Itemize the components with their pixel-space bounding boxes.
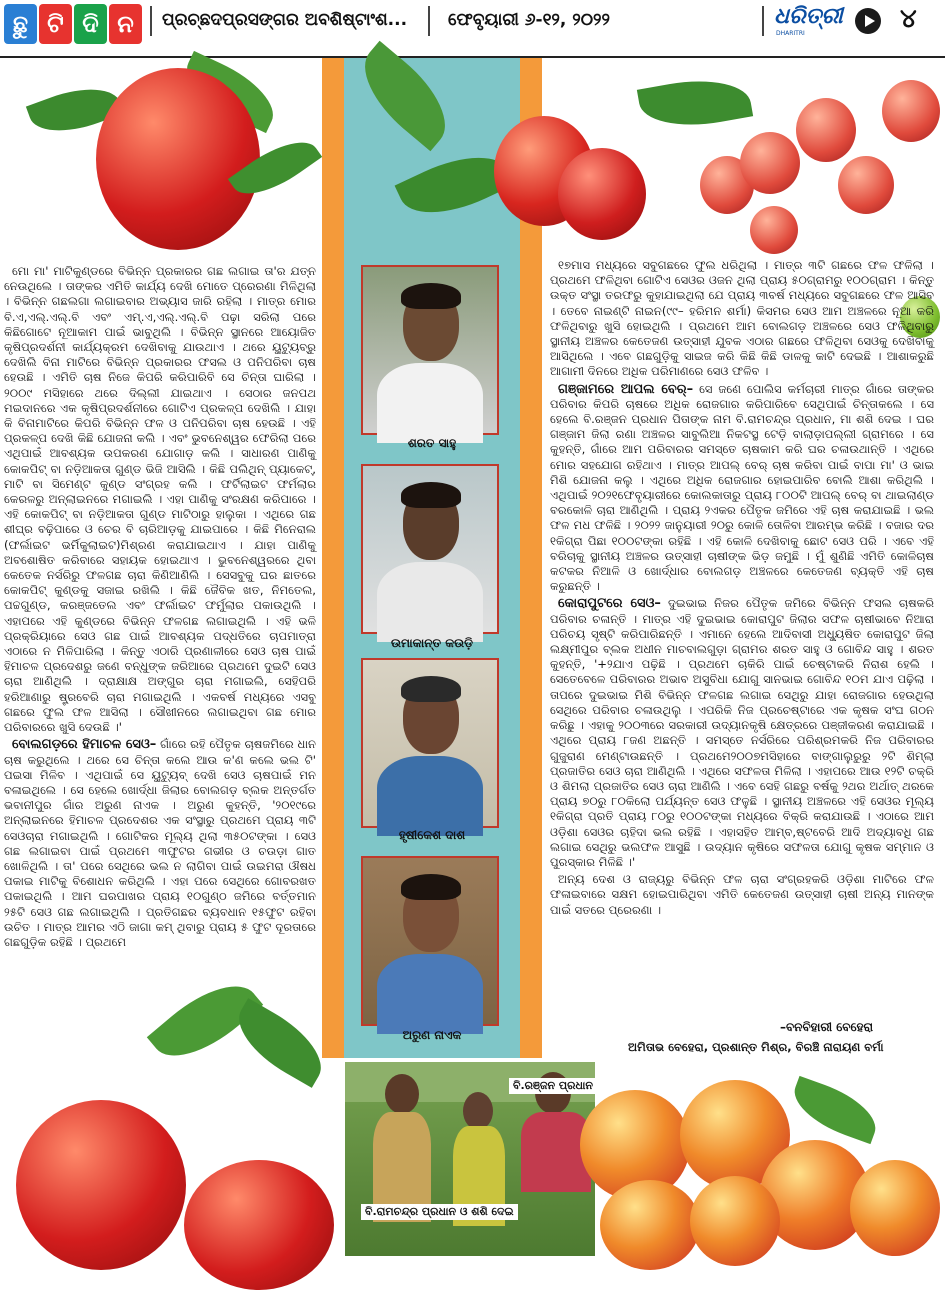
photo-caption: ଅରୁଣ ନାଏକ bbox=[402, 1028, 462, 1042]
leaf-icon bbox=[225, 998, 335, 1088]
article-paragraph: ଅନ୍ୟ ଦେଶ ଓ ରାଜ୍ୟରୁ ବିଭିନ୍ନ ଫଳ ଚାରା ସଂଗ୍ରହକରି ଓଡ଼ିଶା ମାଟିରେ ଫଳ ଫଳାଇବାରେ ସକ୍ଷମ ହୋଇପାରିଥିବା ଏମିତି କେତେଜଣ ଉତ୍ସାହୀ ଚାଷୀ ଅନ୍ୟ ମାନଙ୍କ ପାଇଁ ସତରେ ପ୍ରେରଣା । bbox=[550, 872, 934, 917]
apple-icon bbox=[600, 1180, 700, 1270]
article-paragraph: ସେ ଜଣେ ପୋଲିସ କର୍ମଚାରୀ ମାତ୍ର ଗାଁରେ ତାଙ୍କର ପରିବାର କିପରି ଚାଷରେ ଅଧିକ ରୋଜଗାର କରିପାରିବେ ସେଥିପାଇଁ ଚିନ୍ତାକଲେ । ସେ ହେଲେ ବି.ରଞ୍ଜନ ପ୍ରଧାନ ପିତାଙ୍କ ନାମ ବି.ରାମଚନ୍ଦ୍ର ପ୍ରଧାନ, ମା ଶଶି ଦେଇ । ଘର ଗଞ୍ଜାମ ଜିଲା ରଣା ଅଞ୍ଚଳର ସାବୁଲିଆ ନିକଟସ୍ଥ ଟେଡ଼ି ବାଲାଡ଼ାପଲ୍ଲୀ ଗ୍ରାମରେ । ସେ କୁହନ୍ତି, ଗାଁରେ ଆମ ପରିବାରର ସମସ୍ତେ ଚାଷକାମ କରି ଘର ଚଳାଉଥାନ୍ତି । ଏଥିରେ ମୋର ସହଯୋଗ ରହିଥାଏ । ମାତ୍ର ଆପଲ୍ ବେର୍ ଚାଷ କରିବା ପାଇଁ ବାପା ମା' ଓ ଭାଇ ମିଶି ଯୋଜନା କଲୁ । ଏଥିରେ ଅଧିକ ରୋଜଗାର ହୋଇପାରିବ ବୋଲି ଆଶା କରିଥିଲି । ଏଥିପାଇଁ ୨୦୨୧ଫେବୃୟାରୀରେ କୋଲକାତାରୁ ପ୍ରାୟ ୮୦୦ଟି ଆପଲ୍ ବେର୍ ବା ଥାଇଲାଣ୍ଡ ବରକୋଳି ଚାରା ଆଣିଥିଲି । ପ୍ରାୟ ୨ଏକର ପୈତୃକ ଜମିରେ ଏହି ଚାଷ କରାଯାଇଛି । ଭଲ ଫଳ ମଧ ଫଳିଛି । ୨୦୨୨ ଜାନୁୟାରୀ ୨୦ରୁ କୋଳି ତୋଳିବା ଆରମ୍ଭ କରିଛି । ବଜାର ଦର ୧କିଗ୍ରା ପିଛା ୧୦୦ଟଙ୍କା ରହିଛି । ଏହି କୋଳି ଦେଖିବାକୁ ଛୋଟ ସେଓ ପରି । ଏବେ ଏହି ବରିଚାକୁ ସ୍ଥାନୀୟ ଅଞ୍ଚଳର ଉତ୍ସାହୀ ଚାଷୀଙ୍କ ଭିଡ଼ ଜମୁଛି । ମୁଁ ଶୁଣିଛି ଏମିତି କୋଳିଚାଷ କଟକର ନିଆଳି ଓ ଖୋର୍ଦ୍ଧାର ବୋଲଗଡ଼ ଅଞ୍ଚଳରେ କେତେଜଣ ବ୍ୟକ୍ତି ଏହି ଚାଷ କରୁଛନ୍ତି । bbox=[550, 381, 935, 594]
person-head bbox=[463, 1092, 493, 1130]
play-icon bbox=[855, 8, 881, 34]
article-column-left bbox=[4, 264, 316, 949]
page-header bbox=[0, 0, 945, 56]
photo-caption: ଉମାକାନ୍ତ କଉଡ଼ି bbox=[390, 636, 474, 650]
header-divider bbox=[762, 6, 764, 36]
leaf-icon bbox=[786, 1076, 884, 1144]
brand-name: ଧରିତ୍ରୀ bbox=[774, 4, 843, 29]
subheading: ବୋଲଗଡ଼ରେ ହିମାଚଳ ସେଓ– bbox=[12, 737, 157, 753]
photo-caption: ଶରତ ସାହୁ bbox=[407, 436, 457, 450]
header-divider bbox=[150, 6, 152, 36]
portrait-photo bbox=[361, 856, 499, 1026]
apple-icon bbox=[796, 98, 856, 162]
decorative-strip bbox=[322, 58, 344, 1058]
photo-caption: ବି.ରାମଚନ୍ଦ୍ର ପ୍ରଧାନ ଓ ଶଶି ଦେଇ bbox=[361, 1204, 518, 1220]
person-head bbox=[385, 1074, 419, 1114]
brand-sub: DHARITRI bbox=[776, 30, 805, 37]
apple-icon bbox=[850, 1160, 940, 1256]
apple-icon bbox=[750, 206, 798, 254]
byline: –ବନବିହାରୀ ବେହେରା bbox=[780, 1020, 874, 1034]
portrait-photo bbox=[361, 464, 499, 634]
article-column-right bbox=[550, 258, 934, 1018]
leaf-icon bbox=[637, 71, 753, 135]
issue-date: ଫେବୃୟାରୀ ୬-୧୨, ୨୦୨୨ bbox=[448, 10, 610, 30]
apple-icon bbox=[184, 1160, 334, 1290]
subheading: ଗଞ୍ଜାମରେ ଆପଲ ବେର୍– bbox=[558, 381, 694, 397]
apple-icon bbox=[16, 1100, 186, 1270]
section-title: ପ୍ରଚ୍ଛଦପ୍ରସଙ୍ଗର ଅବଶିଷ୍ଟାଂଶ... bbox=[162, 10, 408, 30]
apple-icon bbox=[690, 1176, 780, 1266]
subheading: କୋରାପୁଟରେ ସେଓ– bbox=[558, 596, 661, 612]
masthead-letter-4: ନ bbox=[109, 4, 142, 44]
header-divider bbox=[428, 6, 430, 36]
apple-icon bbox=[838, 156, 894, 214]
article-paragraph: ୧୭ମାସ ମଧ୍ୟରେ ସବୁଗଛରେ ଫୁଲ ଧରିଥିଲା । ମାତ୍ର ୩ଟି ଗଛରେ ଫଳ ଫଳିଲା । ପ୍ରଥମେ ଫଳିଥିବା ଗୋଟିଏ ସେଓର ଓଜନ ଥିଲା ପ୍ରାୟ ୫୦ଗ୍ରାମରୁ ୧୦୦ଗ୍ରାମ । କିନ୍ତୁ ଉକ୍ତ ସଂସ୍ଥା ତରଫରୁ କୁହାଯାଇଥିଲା ଯେ ପ୍ରାୟ ୩ବର୍ଷ ମଧ୍ୟରେ ସବୁଗଛରେ ଫଳ ଆସିବ । ତେବେ ନାଇଣ୍ଟି ନାଇନ(୯୯– ହରିମନ ଶର୍ମା) କିସମର ସେଓ ଆମ ଅଞ୍ଚଳରେ ନୂଆ କରି ଫଳିଥିବାରୁ ଖୁସି ହୋଇଥିଲି । ପ୍ରଥମେ ଆମ ବୋଲଗଡ଼ ଅଞ୍ଚଳରେ ସେଓ ଫଳିଥିବାରୁ ସ୍ଥାନୀୟ ଅଞ୍ଚଳର କେତେଜଣ ଉତ୍ସାହୀ ଯୁବକ ଏଠାର ଗଛରେ ଫଳିଥିବା ସେଓକୁ ଦେଖିବାକୁ ଆସିଥିଲେ । ଏବେ ଗଛଗୁଡ଼ିକୁ ସାଇଜ କରି କିଛି କିଛି ଡାଳକୁ କାଟି ଦେଇଛି । ଆଶାକରୁଛି ଆଗାମୀ ଦିନରେ ଅଧିକ ପରିମାଣରେ ସେଓ ଫଳିବ । bbox=[550, 258, 934, 379]
masthead-letter-1: ଛୁ bbox=[4, 4, 37, 44]
portrait-photo bbox=[361, 658, 499, 828]
page-number: ୪ bbox=[900, 4, 917, 34]
brand-logo bbox=[774, 4, 860, 40]
portrait-photo bbox=[361, 265, 499, 435]
masthead-letter-3: ଦି bbox=[74, 4, 107, 44]
article-paragraph: ଗାଁରେ ରହି ପୈତୃକ ଚାଷଜମିରେ ଧାନ ଚାଷ କରୁଥିଲେ । ଥରେ ସେ ଚିନ୍ତା କଲେ ଆଉ କ'ଣ କଲେ ଭଲ ଟି' ପଇସା ମିଳିବ । ଏଥିପାଇଁ ସେ ୟୁଟ୍ୟୁବ୍ ଦେଖି ସେଓ ଚାଷପାଇଁ ମନ ବଳାଇଥିଲେ । ସେ ହେଲେ ଖୋର୍ଦ୍ଧା ଜିଲାର ବୋଲଗଡ଼ ବ୍ଲକ ଅନ୍ତର୍ଗତ ଭବାନୀପୁର ଗାଁର ଅରୁଣ ନାଏକ । ଅରୁଣ କୁହନ୍ତି, '୨୦୧୯ରେ ଅନ୍‌ଲାଇନରେ ହିମାଚଳ ପ୍ରଦେଶର ଏକ ସଂସ୍ଥାରୁ ପ୍ରଥମେ ପ୍ରାୟ ୩ଟି ସେଓଚାରା ମଗାଇଥିଲି । ଗୋଟିକର ମୂଲ୍ୟ ଥିଲା ୩୫୦ଟଙ୍କା । ସେଓ ଗଛ ଲଗାଇବା ପାଇଁ ପ୍ରଥମେ ୩ଫୁଟର ଗଭୀର ଓ ଚଉଡ଼ା ଗାତ ଖୋଳିଥିଲି । ତା' ପରେ ସେଥିରେ ଭଲ ନ ଲାଗିବା ପାଇଁ ଉଇମରା ଔଷଧ ପକାଇ ମାଟିକୁ ବିଶୋଧନ କରିଥିଲି । ଏହା ପରେ ସେଥିରେ ଗୋବରଖତ ପକାଇଥିଲି । ଆମ ଘରପାଖର ପ୍ରାୟ ୧୦ଗୁଣ୍ଠ ଜମିରେ ବର୍ତ୍ତମାନ ୨୫ଟି ସେଓ ଗଛ ଲଗାଇଥିଲି । ପ୍ରତିଗଛର ବ୍ୟବଧାନ ୧୫ଫୁଟ ରହିବା ଉଚିତ । ମାତ୍ର ଆମର ଏଠି ଜାଗା କମ୍ ଥିବାରୁ ପ୍ରାୟ ୫ ଫୁଟ ଦୂରତାରେ ଗଛଗୁଡ଼ିକ ରହିଛି । ପ୍ରଥମେ bbox=[4, 737, 316, 949]
farm-photo bbox=[345, 1062, 595, 1256]
apple-icon bbox=[96, 68, 260, 250]
article-paragraph: ମୋ ମା' ମାଟିକୁଣ୍ଡରେ ବିଭିନ୍ନ ପ୍ରକାରର ଗଛ ଲଗାଇ ତା'ର ଯତ୍ନ ନେଉଥିଲେ । ତାଙ୍କର ଏମିତି କାର୍ଯ୍ୟ ଦେଖି ମୋତେ ପ୍ରେରଣା ମିଳିଥିଲା । ବିଭିନ୍ନ ଗଛଲଗା ଲଗାଇବାର ଅଭ୍ୟାସ ଜାରି ରହିଲା । ମାତ୍ର ମୋର ବି.ଏ,ଏଲ୍.ଏଲ୍.ବି ଏବଂ ଏମ୍.ଏ,ଏଲ୍.ଏଲ୍.ବି ପଢ଼ା ସରିଲା ପରେ କିଛିଗୋଟେ ନୂଆକାମ ପାଇଁ ଭାବୁଥିଲି । ବିଭିନ୍ନ ସ୍ଥାନରେ ଆୟୋଜିତ କୃଷିପ୍ରଦର୍ଶନୀ କାର୍ଯ୍ୟକ୍ରମ ଦେଖିବାକୁ ଯାଉଥାଏ । ଥରେ ୟୁଟ୍ୟୁବ୍‌ରୁ ଦେଖିଲି ବିନା ମାଟିରେ ବିଭିନ୍ନ ପ୍ରକାରର ଫସଲ ଓ ପନିପରିବା ଚାଷ ହେଉଛି । ଏମିତି ଚାଷ ନିଜେ କିପରି କରିପାରିବି ସେ ଚିନ୍ତା ଘାରିଲା । ୨୦୦୯ ମସିହାରେ ଥରେ ଦିଲ୍ଲୀ ଯାଇଥାଏ । ସେଠାର ଜନପଥ ମଇଦାନରେ ଏକ କୃଷିପ୍ରଦର୍ଶନୀରେ ଗୋଟିଏ ପ୍ରକଳ୍ପ ଦେଖିଲି । ଯାହା କି ବିନାମାଟିରେ କିପରି ବିଭିନ୍ନ ଫଳ ଓ ପନିପରିବା ଚାଷ ହେଉଛି । ଏହି ପ୍ରକଳ୍ପ ଦେଖି କିଛି ଯୋଜନା କଲି । ଏବଂ ଭୁବନେଶ୍ୱର ଫେରିଲା ପରେ ଏଥିପାଇଁ ଆବଶ୍ୟକ ଉପକରଣ ଯୋଗାଡ଼ କଲି । ସାଧାରଣ ପାଣିକୁ କୋକପିଟ୍ ବା ନଡ଼ିଆକତା ଗୁଣ୍ଡ ଭିଜି ଆସିଲି । କିଛି ପଲିଥିନ୍ ପ୍ୟାକେଟ୍, ମାଟି ବା ସିମେଣ୍ଟ କୁଣ୍ଡ ସଂଗ୍ରହ କଲି । ଫର୍ଟିଲାଇଟ ଫର୍ମଲାର କେରଳରୁ ଅନ୍‌ଲାଇନରେ ମଗାଇଲି । ଏହା ପାଣିକୁ ସଂରକ୍ଷଣ କରିପାରେ । ଏହି କୋକପିଟ୍ ବା ନଡ଼ିଆକତା ଗୁଣ୍ଡ ମାଟିଠାରୁ ହାଲୁକା । ଏଥିରେ ଗଛ ଶୀଘ୍ର ବଢ଼ିପାରେ ଓ ଚେର ବି ଚାରିଆଡ଼କୁ ଯାଇପାରେ । କିଛି ମିନେରାଲ (ଫର୍ଲାଇଟ ଭର୍ମିକୁଲାଇଟ)ମିଶ୍ରଣ କରାଯାଇଥାଏ । ଯାହା ପାଣିକୁ ଅବଶୋଷିତ କରିବାରେ ସହାୟକ ହୋଇଥାଏ । ଭୁବନେଶ୍ୱରରେ ଥିବା କେତେକ ନର୍ସରିରୁ ଫଳଗଛ ଚାରା କିଣିଆଣିଲି । ସେସବୁକୁ ଘର ଛାତରେ କୋକପିଟ୍ କୁଣ୍ଡକୁ ସଜାଇ ରଖିଲି । କିଛି ଜୈବିକ ଖତ, ନିମତେଲ, ପଚ୍ଚଗୁଣ୍ଡ, କରଞ୍ଜତେଲ ଏବଂ ଫର୍ଲାଇଟ ଫର୍ମୁଲାର ପକାଉଥିଲି । ଏହାପରେ ଏହି କୁଣ୍ଡରେ ବିଭିନ୍ନ ଫଳଗଛ ଲଗାଇଥିଲି । ଏହି ଭଳି ପ୍ରକ୍ରିୟାରେ ସେଓ ଗଛ ପାଇଁ ଆବଶ୍ୟକ ପଦ୍ଧତିରେ ଚାପମାତ୍ରା ଏଠାରେ ନ ମିଳିପାରିଲା । କିନ୍ତୁ ଏଠାରି ପ୍ରଣାଳୀରେ ସେଓ ଚାଷ ପାଇଁ ହିମାଚଳ ପ୍ରଦେଶରୁ ଜଣେ ବନ୍ଧୁଙ୍କ ଜରିଆରେ ପ୍ରଥମେ ଦୁଇଟି ସେଓ ଚାରା ଆଣିଥିଲି । ଦ୍ରାକ୍ଷାକ୍ଷ ଅଙ୍ଗୁର ଚାରା ମଗାଇଲି, ସେହିପରି ହରିଆଣାରୁ ଷ୍ଟ୍ରବେରି ଚାରା ମଗାଇଥିଲି । ଏକବର୍ଷ ମଧ୍ୟରେ ଏସବୁ ଗଛରେ ଫୁଲ ଫଳ ଆସିଲା । ସୌଖୀନରେ ଲଗାଇଥିବା ଗଛ ମୋର ପରିବାରରେ ଖୁସି ଦେଉଛି ।' bbox=[4, 264, 316, 735]
photo-caption: ହୃଷୀକେଶ ଦାଶ bbox=[398, 828, 466, 842]
photo-caption: ବି.ରଞ୍ଜନ ପ୍ରଧାନ bbox=[509, 1078, 597, 1094]
article-paragraph: ଦୁଇଭାଇ ନିଜର ପୈତୃକ ଜମିରେ ବିଭିନ୍ନ ଫସଲ ଚାଷକରି ପରିବାର ଚଳାନ୍ତି । ମାତ୍ର ଏହି ଦୁଇଭାଇ କୋରାପୁଟ ଜିଲାର ସଫଳ ଚାଷୀଭାବେ ନିଆରା ପରିଚୟ ସୃଷ୍ଟି କରିପାରିଛନ୍ତି । ଏମାନେ ହେଲେ ଆଦିବାସୀ ଅଧ୍ୟୁଷିତ କୋରାପୁଟ ଜିଲା ଲକ୍ଷ୍ମୀପୁର ବ୍ଲକ ଅଧୀନ ମାଚବାଲଗୁଡ଼ା ଗ୍ରାମର ଶରତ ସାହୁ ଓ ଗୋବିନ୍ଦ ସାହୁ । ଶରତ କୁହନ୍ତି, '+୨ଯାଏ ପଢ଼ିଛି । ପ୍ରଥମେ ଚାକିରି ପାଇଁ ଚେଷ୍ଟାକରି ନିରାଶ ହେଲି । ସେତେବେଳେ ପରିବାରର ଅଭାବ ଅସୁବିଧା ଯୋଗୁ ସାନଭାଇ ଗୋବିନ୍ଦ ୧୦ମ ଯାଏ ପଢ଼ିଲା । ତାପରେ ଦୁଇଭାଇ ମିଶି ବିଭିନ୍ନ ଫଳଗଛ ଲଗାଇ ସେଥିରୁ ଯାହା ରୋଜଗାର ହେଉଥିଲା ସେଥିରେ ପରିବାର ଚଳାଉଥିଲୁ । ଏପରିକି ନିଜ ପ୍ରଚେଷ୍ଟାରେ ଏକ କୃଷକ ସଂଘ ଗଠନ କରିଛୁ । ଏହାକୁ ୨୦୦୩ରେ ସରକାରୀ ଉଦ୍ୟାନକୃଷି କ୍ଷେତ୍ରରେ ପଞ୍ଜୀକରଣ କରାଯାଇଛି । ଏଥିରେ ପ୍ରାୟ ୮ଜଣ ଅଛନ୍ତି । ସମସ୍ତେ ନର୍ସରିରେ ପରିଶ୍ରମକରି ନିଜ ପରିବାରର ଗୁଜୁରାଣ ମେଣ୍ଟାଉଛନ୍ତି । ପ୍ରଥମେ୨୦୦୭ମସିହାରେ ବାଙ୍ଗାଲୁରୁରୁ ୨ଟି ଶିମ୍ଲା ପ୍ରଜାତିର ସେଓ ଚାରା ଆଣିଥିଲି । ଏଥିରେ ସଫଳତା ମିଳିଲା । ଏହାପରେ ଆଉ ୧୨ଟି ଚକ୍ରି ଓ ଶିମଲା ପ୍ରଜାତିର ସେଓ ଚାରା ଆଣିଲି । ଏବେ ସେହି ଗଛରୁ ବର୍ଷକୁ ୨ଥର ଅର୍ଥାତ୍ ଥରକେ ପ୍ରାୟ ୭୦ରୁ ୮୦କିଲୋ ପର୍ଯ୍ୟନ୍ତ ସେଓ ଫଳୁଛି । ସ୍ଥାନୀୟ ଅଞ୍ଚଳରେ ଏହି ସେଓର ମୂଲ୍ୟ ୧କିଗ୍ରା ପ୍ରତି ପ୍ରାୟ ୮୦ରୁ ୧୦୦ଟଙ୍କା ମଧ୍ୟରେ ବିକ୍ରି କରାଯାଉଛି । ଏଠାରେ ଆମ ଓଡ଼ିଶା ସେଓର ଚାହିଦା ଭଲ ରହିଛି । ଏହାସହିତ ଆମ୍ବ,ଷ୍ଟବେରି ଆଦି ଅଦ୍ୟାବଧି ଗଛ ଲଗାଇ ସେଥିରୁ ଭଲଫଳ ଆସୁଛି । ଉଦ୍ୟାନ କୃଷିରେ ସଫଳତା ଯୋଗୁ କୃଷକ ସମ୍ମାନ ଓ ପୁରସ୍କାର ମିଳିଛି ।' bbox=[550, 596, 935, 869]
apple-icon bbox=[558, 148, 646, 240]
apple-icon bbox=[740, 132, 800, 194]
masthead-letter-2: ଟି bbox=[39, 4, 72, 44]
contributors: ଅମିତାଭ ବେହେରା, ପ୍ରଶାନ୍ତ ମିଶ୍ର, ବିରଞ୍ଚି ନାରାୟଣ ବର୍ମା bbox=[628, 1040, 884, 1054]
apple-icon bbox=[882, 80, 940, 142]
